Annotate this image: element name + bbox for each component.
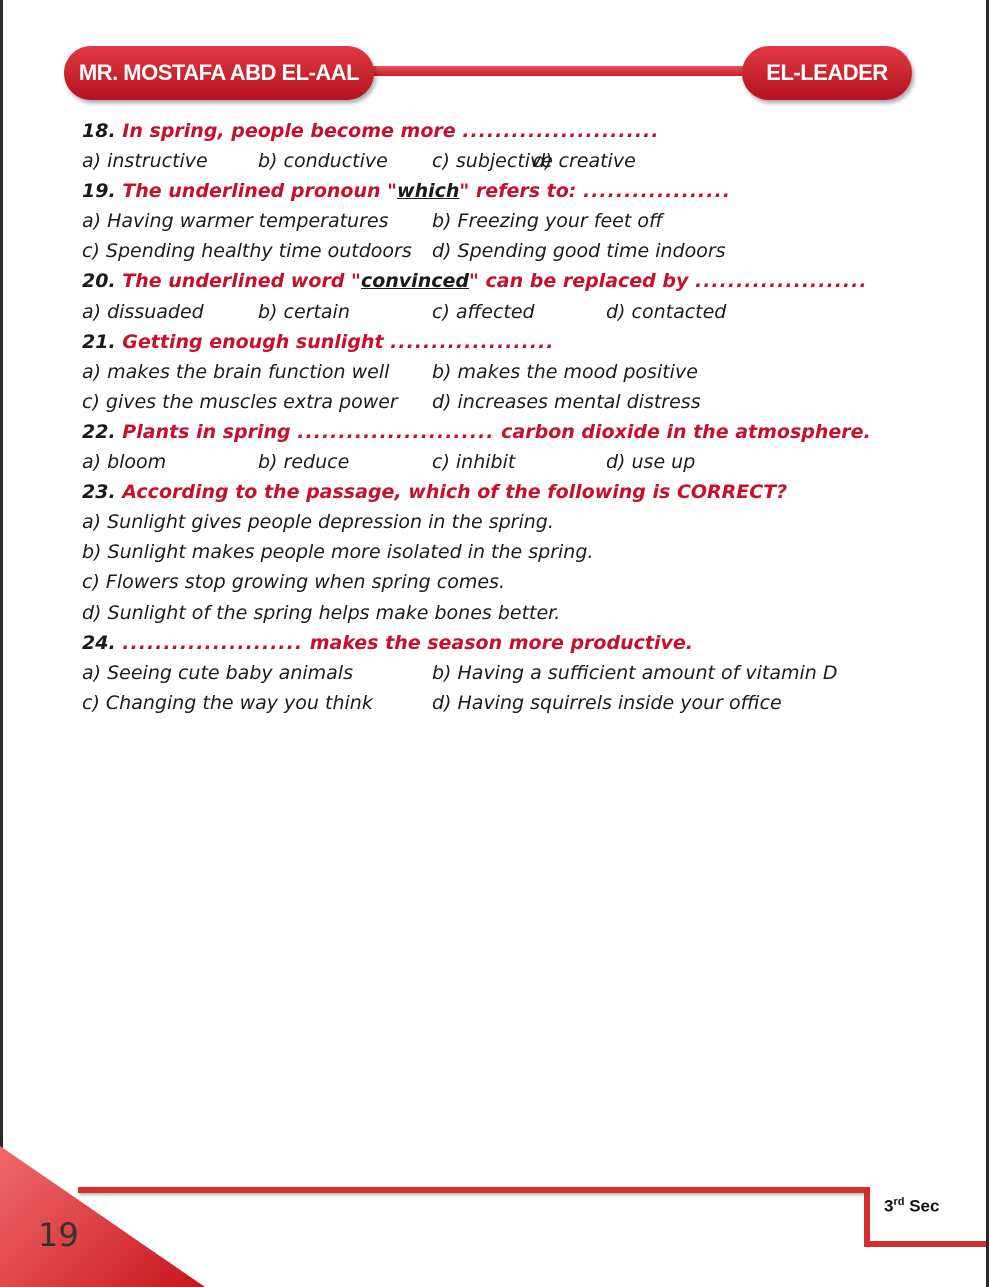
option-21c: c) gives the muscles extra power	[82, 390, 398, 413]
question-19: 19. The underlined pronoun "which" refers to: ..................	[82, 180, 731, 203]
option-18c: c) subjective	[432, 150, 553, 173]
options-24-row1	[82, 658, 962, 688]
option-18d: d) creative	[533, 150, 636, 173]
option-23b: b) Sunlight makes people more isolated in the spring.	[82, 541, 594, 564]
underlined-word: convinced	[360, 270, 469, 293]
footer-rule-step	[864, 1187, 870, 1247]
option-24a: a) Seeing cute baby animals	[82, 661, 353, 684]
options-24-row2	[82, 688, 962, 718]
option-24d: d) Having squirrels inside your office	[432, 691, 782, 714]
option-21a: a) makes the brain function well	[82, 360, 390, 383]
option-20a: a) dissuaded	[82, 300, 204, 323]
options-18	[82, 146, 962, 176]
options-20	[82, 297, 962, 327]
question-22: 22. Plants in spring ........................ carbon dioxide in the atmosphere.	[82, 420, 871, 443]
options-21-row1	[82, 357, 962, 387]
question-21: 21. Getting enough sunlight ....................	[82, 330, 555, 353]
option-19a: a) Having warmer temperatures	[82, 210, 389, 233]
options-22	[82, 447, 962, 477]
option-18a: a) instructive	[82, 150, 208, 173]
option-21b: b) makes the mood positive	[432, 360, 698, 383]
question-20: 20. The underlined word "convinced" can be replaced by .....................	[82, 270, 868, 293]
option-23c: c) Flowers stop growing when spring comes.	[82, 571, 505, 594]
brand-badge: EL-LEADER	[742, 46, 912, 100]
option-20c: c) affected	[432, 300, 535, 323]
corner-triangle	[0, 1146, 205, 1287]
option-18b: b) conductive	[258, 150, 388, 173]
options-19-row2	[82, 236, 962, 266]
grade-level: 3rd Sec	[884, 1196, 940, 1216]
option-20b: b) certain	[258, 300, 350, 323]
footer-rule-end	[864, 1241, 986, 1247]
option-22c: c) inhibit	[432, 451, 516, 474]
page-number: 19	[38, 1216, 79, 1254]
option-19b: b) Freezing your feet off	[432, 210, 663, 233]
option-22d: d) use up	[606, 451, 696, 474]
option-24c: c) Changing the way you think	[82, 691, 373, 714]
underlined-word: which	[397, 180, 460, 203]
frame-left-border	[0, 0, 3, 1287]
question-18: 18. In spring, people become more ........................	[82, 120, 660, 142]
option-22b: b) reduce	[258, 451, 350, 474]
footer-rule	[78, 1187, 868, 1193]
option-23a: a) Sunlight gives people depression in the spring.	[82, 511, 554, 534]
option-21d: d) increases mental distress	[432, 390, 701, 413]
options-19-row1	[82, 206, 962, 236]
option-19c: c) Spending healthy time outdoors	[82, 240, 412, 263]
option-24b: b) Having a sufficient amount of vitamin D	[432, 661, 838, 684]
option-19d: d) Spending good time indoors	[432, 240, 726, 263]
option-23d: d) Sunlight of the spring helps make bones better.	[82, 601, 561, 624]
question-list	[82, 116, 962, 718]
option-22a: a) bloom	[82, 451, 167, 474]
teacher-name-badge: MR. MOSTAFA ABD EL-AAL	[64, 46, 374, 100]
options-21-row2	[82, 387, 962, 417]
question-24: 24. ...................... makes the season more productive.	[82, 631, 693, 654]
question-23: 23. According to the passage, which of the following is CORRECT?	[82, 481, 788, 504]
option-20d: d) contacted	[606, 300, 727, 323]
